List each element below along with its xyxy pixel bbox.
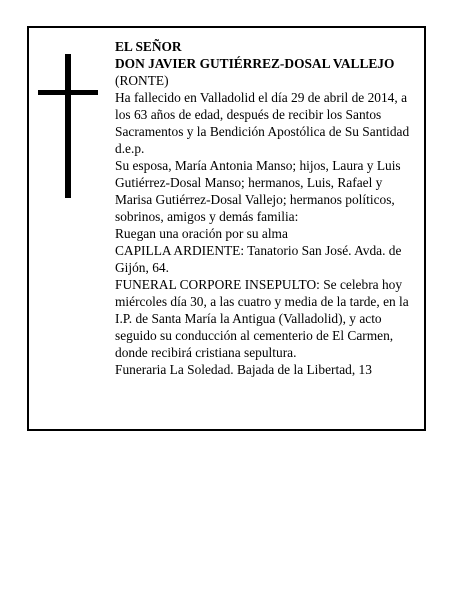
notice-heading: EL SEÑOR (115, 39, 182, 54)
cross-vertical-bar (65, 54, 71, 198)
family-paragraph: Su esposa, María Antonia Manso; hijos, Laura y Luis Gutiérrez-Dosal Manso; hermanos, Luis, Rafael y Marisa Gutiérrez-Dosal Vallejo; hermanos políticos, sobrinos, amigos y demás familia: (115, 158, 401, 224)
chapel-info: CAPILLA ARDIENTE: Tanatorio San José. Avda. de Gijón, 64. (115, 243, 402, 275)
dep-text: d.e.p. (115, 141, 145, 156)
death-paragraph: Ha fallecido en Valladolid el día 29 de abril de 2014, a los 63 años de edad, después de recibir los Santos Sacramentos y la Bendición Apostólica de Su Santidad (115, 90, 410, 139)
deceased-name: DON JAVIER GUTIÉRREZ-DOSAL VALLEJO (115, 56, 395, 71)
funeral-home-info: Funeraria La Soledad. Bajada de la Libertad, 13 (115, 362, 372, 377)
deceased-alias: (RONTE) (115, 73, 169, 88)
funeral-info: FUNERAL CORPORE INSEPULTO: Se celebra hoy miércoles día 30, a las cuatro y media de la tarde, en la I.P. de Santa María la Antigua (Valladolid), y acto seguido su conducción al cementerio de El Carmen, donde recibirá cristiana sepultura. (115, 277, 409, 360)
notice-text (115, 38, 415, 378)
prayer-line: Ruegan una oración por su alma (115, 226, 288, 241)
cross-icon (38, 54, 98, 198)
cross-horizontal-bar (38, 90, 98, 95)
